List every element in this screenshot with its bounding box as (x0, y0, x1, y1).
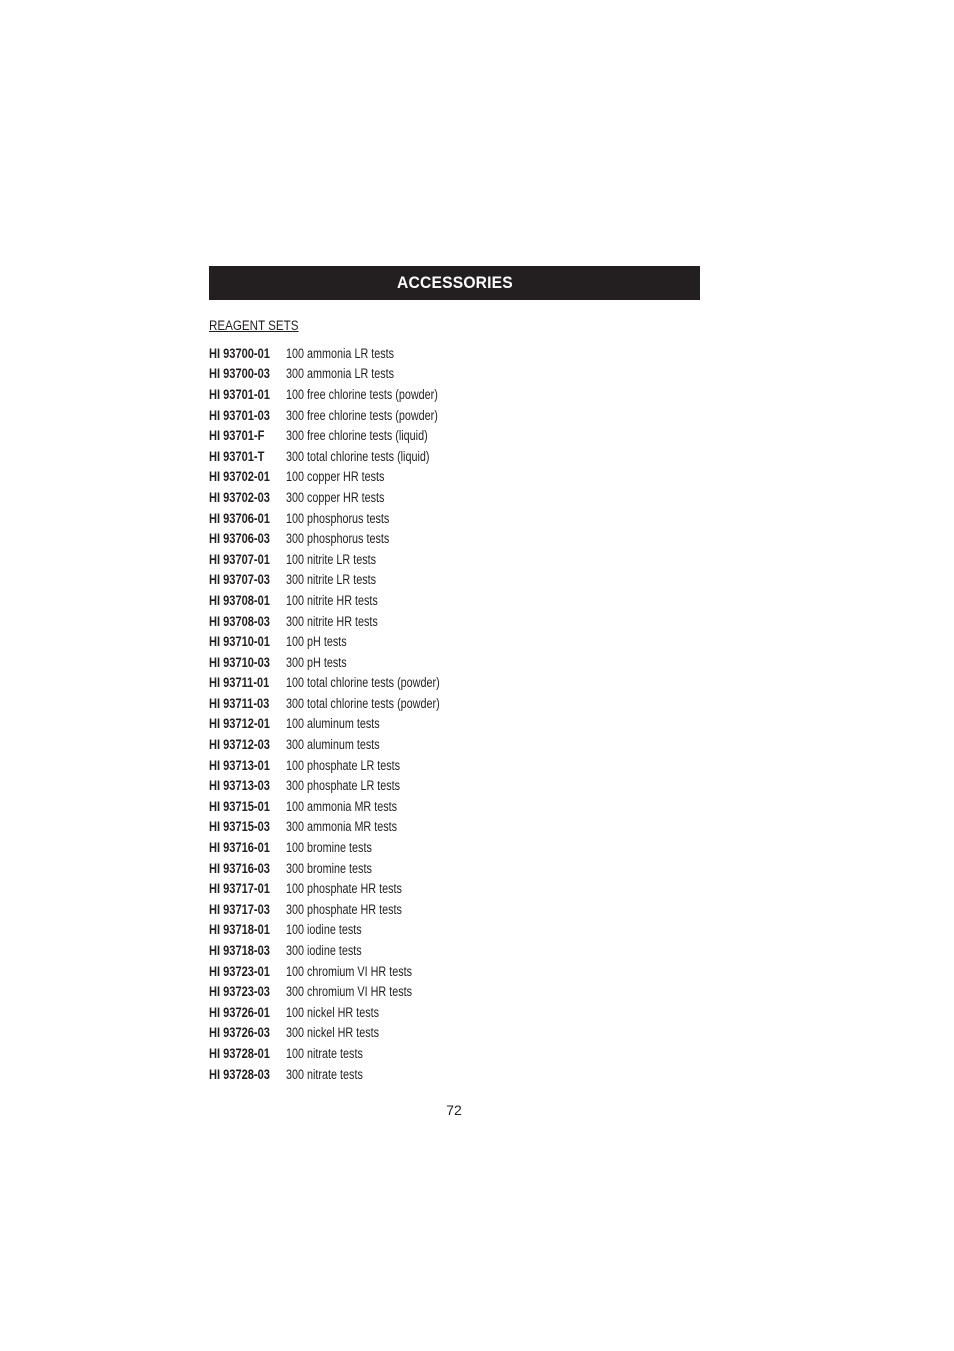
product-description: 300 phosphorus tests (286, 531, 390, 547)
product-code: HI 93711-03 (209, 695, 270, 711)
product-description: 300 total chlorine tests (powder) (286, 695, 440, 711)
list-item (209, 796, 478, 817)
product-code: HI 93717-01 (209, 881, 270, 897)
product-code: HI 93701-T (209, 448, 265, 464)
list-item (209, 467, 478, 488)
product-code: HI 93710-01 (209, 634, 270, 650)
product-code: HI 93715-01 (209, 798, 270, 814)
product-description: 100 free chlorine tests (powder) (286, 386, 438, 402)
product-description: 100 phosphate LR tests (286, 757, 401, 773)
product-code: HI 93718-03 (209, 943, 270, 959)
product-description: 300 free chlorine tests (powder) (286, 407, 438, 423)
product-code: HI 93717-03 (209, 901, 270, 917)
list-item (209, 1064, 478, 1085)
product-description: 100 nitrate tests (286, 1045, 363, 1061)
product-description: 300 total chlorine tests (liquid) (286, 448, 430, 464)
product-description: 100 nitrite HR tests (286, 592, 378, 608)
list-item (209, 714, 478, 735)
product-code: HI 93710-03 (209, 654, 270, 670)
list-item (209, 878, 478, 899)
product-description: 300 free chlorine tests (liquid) (286, 428, 428, 444)
list-item (209, 961, 478, 982)
list-item (209, 858, 478, 879)
product-description: 300 chromium VI HR tests (286, 984, 413, 1000)
product-description: 100 phosphate HR tests (286, 881, 402, 897)
list-item (209, 817, 478, 838)
product-description: 300 pH tests (286, 654, 347, 670)
list-item (209, 1023, 478, 1044)
list-item (209, 673, 478, 694)
product-code: HI 93726-03 (209, 1025, 270, 1041)
list-item (209, 343, 478, 364)
product-code: HI 93706-01 (209, 510, 270, 526)
page-number: 72 (446, 1102, 462, 1118)
product-description: 300 nitrite HR tests (286, 613, 378, 629)
product-code: HI 93707-01 (209, 551, 270, 567)
list-item (209, 570, 478, 591)
product-description: 300 copper HR tests (286, 489, 385, 505)
list-item (209, 631, 478, 652)
product-description: 100 pH tests (286, 634, 347, 650)
product-code: HI 93701-03 (209, 407, 270, 423)
product-code: HI 93713-01 (209, 757, 270, 773)
product-code: HI 93706-03 (209, 531, 270, 547)
product-description: 100 ammonia MR tests (286, 798, 398, 814)
list-item (209, 1002, 478, 1023)
list-item (209, 837, 478, 858)
product-description: 300 iodine tests (286, 943, 362, 959)
list-item (209, 590, 478, 611)
product-description: 100 ammonia LR tests (286, 345, 395, 361)
product-description: 100 total chlorine tests (powder) (286, 675, 440, 691)
list-item (209, 364, 478, 385)
list-item (209, 425, 478, 446)
product-description: 300 ammonia MR tests (286, 819, 398, 835)
product-code: HI 93708-01 (209, 592, 270, 608)
list-item (209, 734, 478, 755)
list-item (209, 549, 478, 570)
product-code: HI 93701-F (209, 428, 265, 444)
product-description: 100 nitrite LR tests (286, 551, 377, 567)
accessories-header-bar (209, 266, 700, 300)
product-code: HI 93708-03 (209, 613, 270, 629)
section-title-reagent-sets: REAGENT SETS (209, 318, 299, 333)
list-item (209, 446, 478, 467)
product-code: HI 93718-01 (209, 922, 270, 938)
list-item (209, 528, 478, 549)
product-description: 300 ammonia LR tests (286, 366, 395, 382)
product-code: HI 93723-03 (209, 984, 270, 1000)
list-item (209, 652, 478, 673)
product-code: HI 93716-03 (209, 860, 270, 876)
list-item (209, 775, 478, 796)
product-code: HI 93728-03 (209, 1066, 270, 1082)
product-code: HI 93702-03 (209, 489, 270, 505)
list-item (209, 384, 478, 405)
list-item (209, 755, 478, 776)
product-code: HI 93726-01 (209, 1004, 270, 1020)
page-title: ACCESSORIES (396, 273, 513, 292)
list-item (209, 611, 478, 632)
product-code: HI 93711-01 (209, 675, 270, 691)
product-description: 300 bromine tests (286, 860, 372, 876)
list-item (209, 508, 478, 529)
product-description: 100 bromine tests (286, 840, 372, 856)
product-code: HI 93702-01 (209, 469, 270, 485)
product-code: HI 93700-01 (209, 345, 270, 361)
product-description: 300 nickel HR tests (286, 1025, 380, 1041)
product-code: HI 93700-03 (209, 366, 270, 382)
product-description: 100 iodine tests (286, 922, 362, 938)
product-description: 300 nitrite LR tests (286, 572, 377, 588)
list-item (209, 940, 478, 961)
product-code: HI 93712-01 (209, 716, 270, 732)
product-code: HI 93715-03 (209, 819, 270, 835)
product-description: 100 phosphorus tests (286, 510, 390, 526)
list-item (209, 899, 478, 920)
product-description: 100 aluminum tests (286, 716, 380, 732)
list-item (209, 981, 478, 1002)
list-item (209, 1043, 478, 1064)
product-code: HI 93701-01 (209, 386, 270, 402)
product-description: 300 phosphate HR tests (286, 901, 402, 917)
product-description: 100 copper HR tests (286, 469, 385, 485)
product-description: 300 phosphate LR tests (286, 778, 401, 794)
product-description: 100 nickel HR tests (286, 1004, 380, 1020)
list-item (209, 920, 478, 941)
list-item (209, 487, 478, 508)
product-code: HI 93713-03 (209, 778, 270, 794)
product-code: HI 93723-01 (209, 963, 270, 979)
product-code: HI 93707-03 (209, 572, 270, 588)
product-code: HI 93712-03 (209, 737, 270, 753)
reagent-list (209, 343, 478, 1084)
list-item (209, 405, 478, 426)
product-code: HI 93716-01 (209, 840, 270, 856)
list-item (209, 693, 478, 714)
product-description: 300 aluminum tests (286, 737, 380, 753)
product-description: 300 nitrate tests (286, 1066, 363, 1082)
product-description: 100 chromium VI HR tests (286, 963, 413, 979)
product-code: HI 93728-01 (209, 1045, 270, 1061)
